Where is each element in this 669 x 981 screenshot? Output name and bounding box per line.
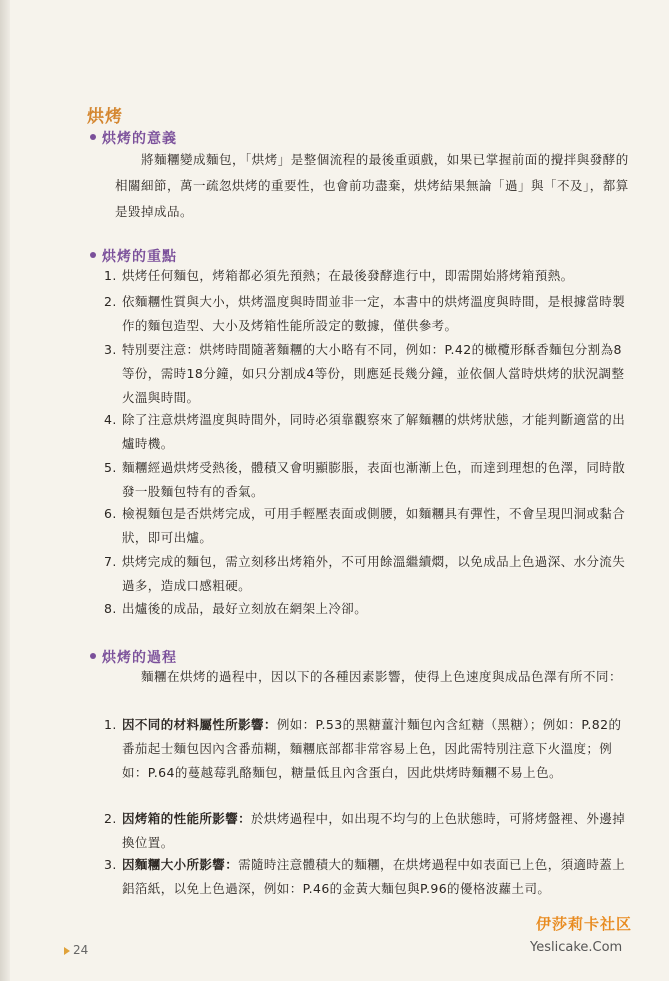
- watermark-chinese: 伊莎莉卡社区: [536, 915, 633, 933]
- points-item-3: 3. 特別要注意：烘烤時間隨著麵糰的大小略有不同，例如：P.42的橄欖形酥香麵包分割為8等份，需時18分鐘，如只分割成4等份，則應延長幾分鐘，並依個人當時烘烤的狀況調整火溫與時間。: [104, 342, 625, 405]
- meaning-paragraph: 將麵糰變成麵包，「烘烤」是整個流程的最後重頭戲，如果已掌握前面的攪拌與發酵的相關細節，萬一疏忽烘烤的重要性，也會前功盡棄，烘烤結果無論「過」與「不及」，都算是毀掉成品。: [115, 152, 629, 219]
- points-item-2: 2. 依麵糰性質與大小，烘烤溫度與時間並非一定，本書中的烘烤溫度與時間，是根據當時製作的麵包造型、大小及烤箱性能所設定的數據，僅供參考。: [104, 294, 626, 333]
- page-title: 烘烤: [87, 107, 123, 127]
- bullet-dot-icon: [90, 252, 96, 258]
- bullet-dot-icon: [90, 134, 96, 140]
- points-item-7: 7. 烘烤完成的麵包，需立刻移出烤箱外，不可用餘溫繼續燜，以免成品上色過深、水分流失過多，造成口感粗硬。: [104, 554, 626, 593]
- points-item-4: 4. 除了注意烘烤溫度與時間外，同時必須靠觀察來了解麵糰的烘烤狀態，才能判斷適當的出爐時機。: [104, 412, 626, 451]
- page-spine-shadow: [0, 0, 10, 981]
- points-item-8: 8. 出爐後的成品，最好立刻放在網架上冷卻。: [104, 601, 368, 616]
- points-item-5: 5. 麵糰經過烘烤受熱後，體積又會明顯膨脹，表面也漸漸上色，而達到理想的色澤，同時散發一股麵包特有的香氣。: [104, 460, 626, 499]
- watermark-url: Yeslicake.Com: [530, 940, 623, 955]
- process-item-3: 3. 因麵糰大小所影響：需隨時注意體積大的麵糰，在烘烤過程中如表面已上色，須適時蓋上鋁箔紙，以免上色過深，例如：P.46的金黃大麵包與P.96的優格波蘿土司。: [104, 857, 626, 896]
- process-intro: 麵糰在烘烤的過程中，因以下的各種因素影響，使得上色速度與成品色澤有所不同：: [141, 669, 623, 684]
- points-item-6: 6. 檢視麵包是否烘烤完成，可用手輕壓表面或側腰，如麵糰具有彈性，不會呈現凹洞或黏合狀，即可出爐。: [104, 506, 626, 545]
- page-arrow-icon: [64, 947, 70, 955]
- bullet-dot-icon: [90, 653, 96, 659]
- process-item-1: 1. 因不同的材料屬性所影響：例如：P.53的黑糖薑汁麵包內含紅糖（黑糖）；例如：P.82的番茄起士麵包因內含番茄糊，麵糰底部都非常容易上色，因此需特別注意下火溫度；例如：P.64的蔓越莓乳酪麵包，糖量低且內含蛋白，因此烘烤時麵糰不易上色。: [104, 717, 622, 780]
- section-heading-points: 烘烤的重點: [90, 246, 177, 266]
- process-item-2: 2. 因烤箱的性能所影響：於烘烤過程中，如出現不均勻的上色狀態時，可將烤盤裡、外邊掉換位置。: [104, 811, 626, 850]
- section-heading-process: 烘烤的過程: [90, 647, 177, 667]
- section-heading-meaning: 烘烤的意義: [90, 128, 177, 148]
- points-item-1: 1. 烘烤任何麵包，烤箱都必須先預熱；在最後發酵進行中，即需開始將烤箱預熱。: [104, 268, 574, 283]
- page-number: 24: [64, 943, 88, 957]
